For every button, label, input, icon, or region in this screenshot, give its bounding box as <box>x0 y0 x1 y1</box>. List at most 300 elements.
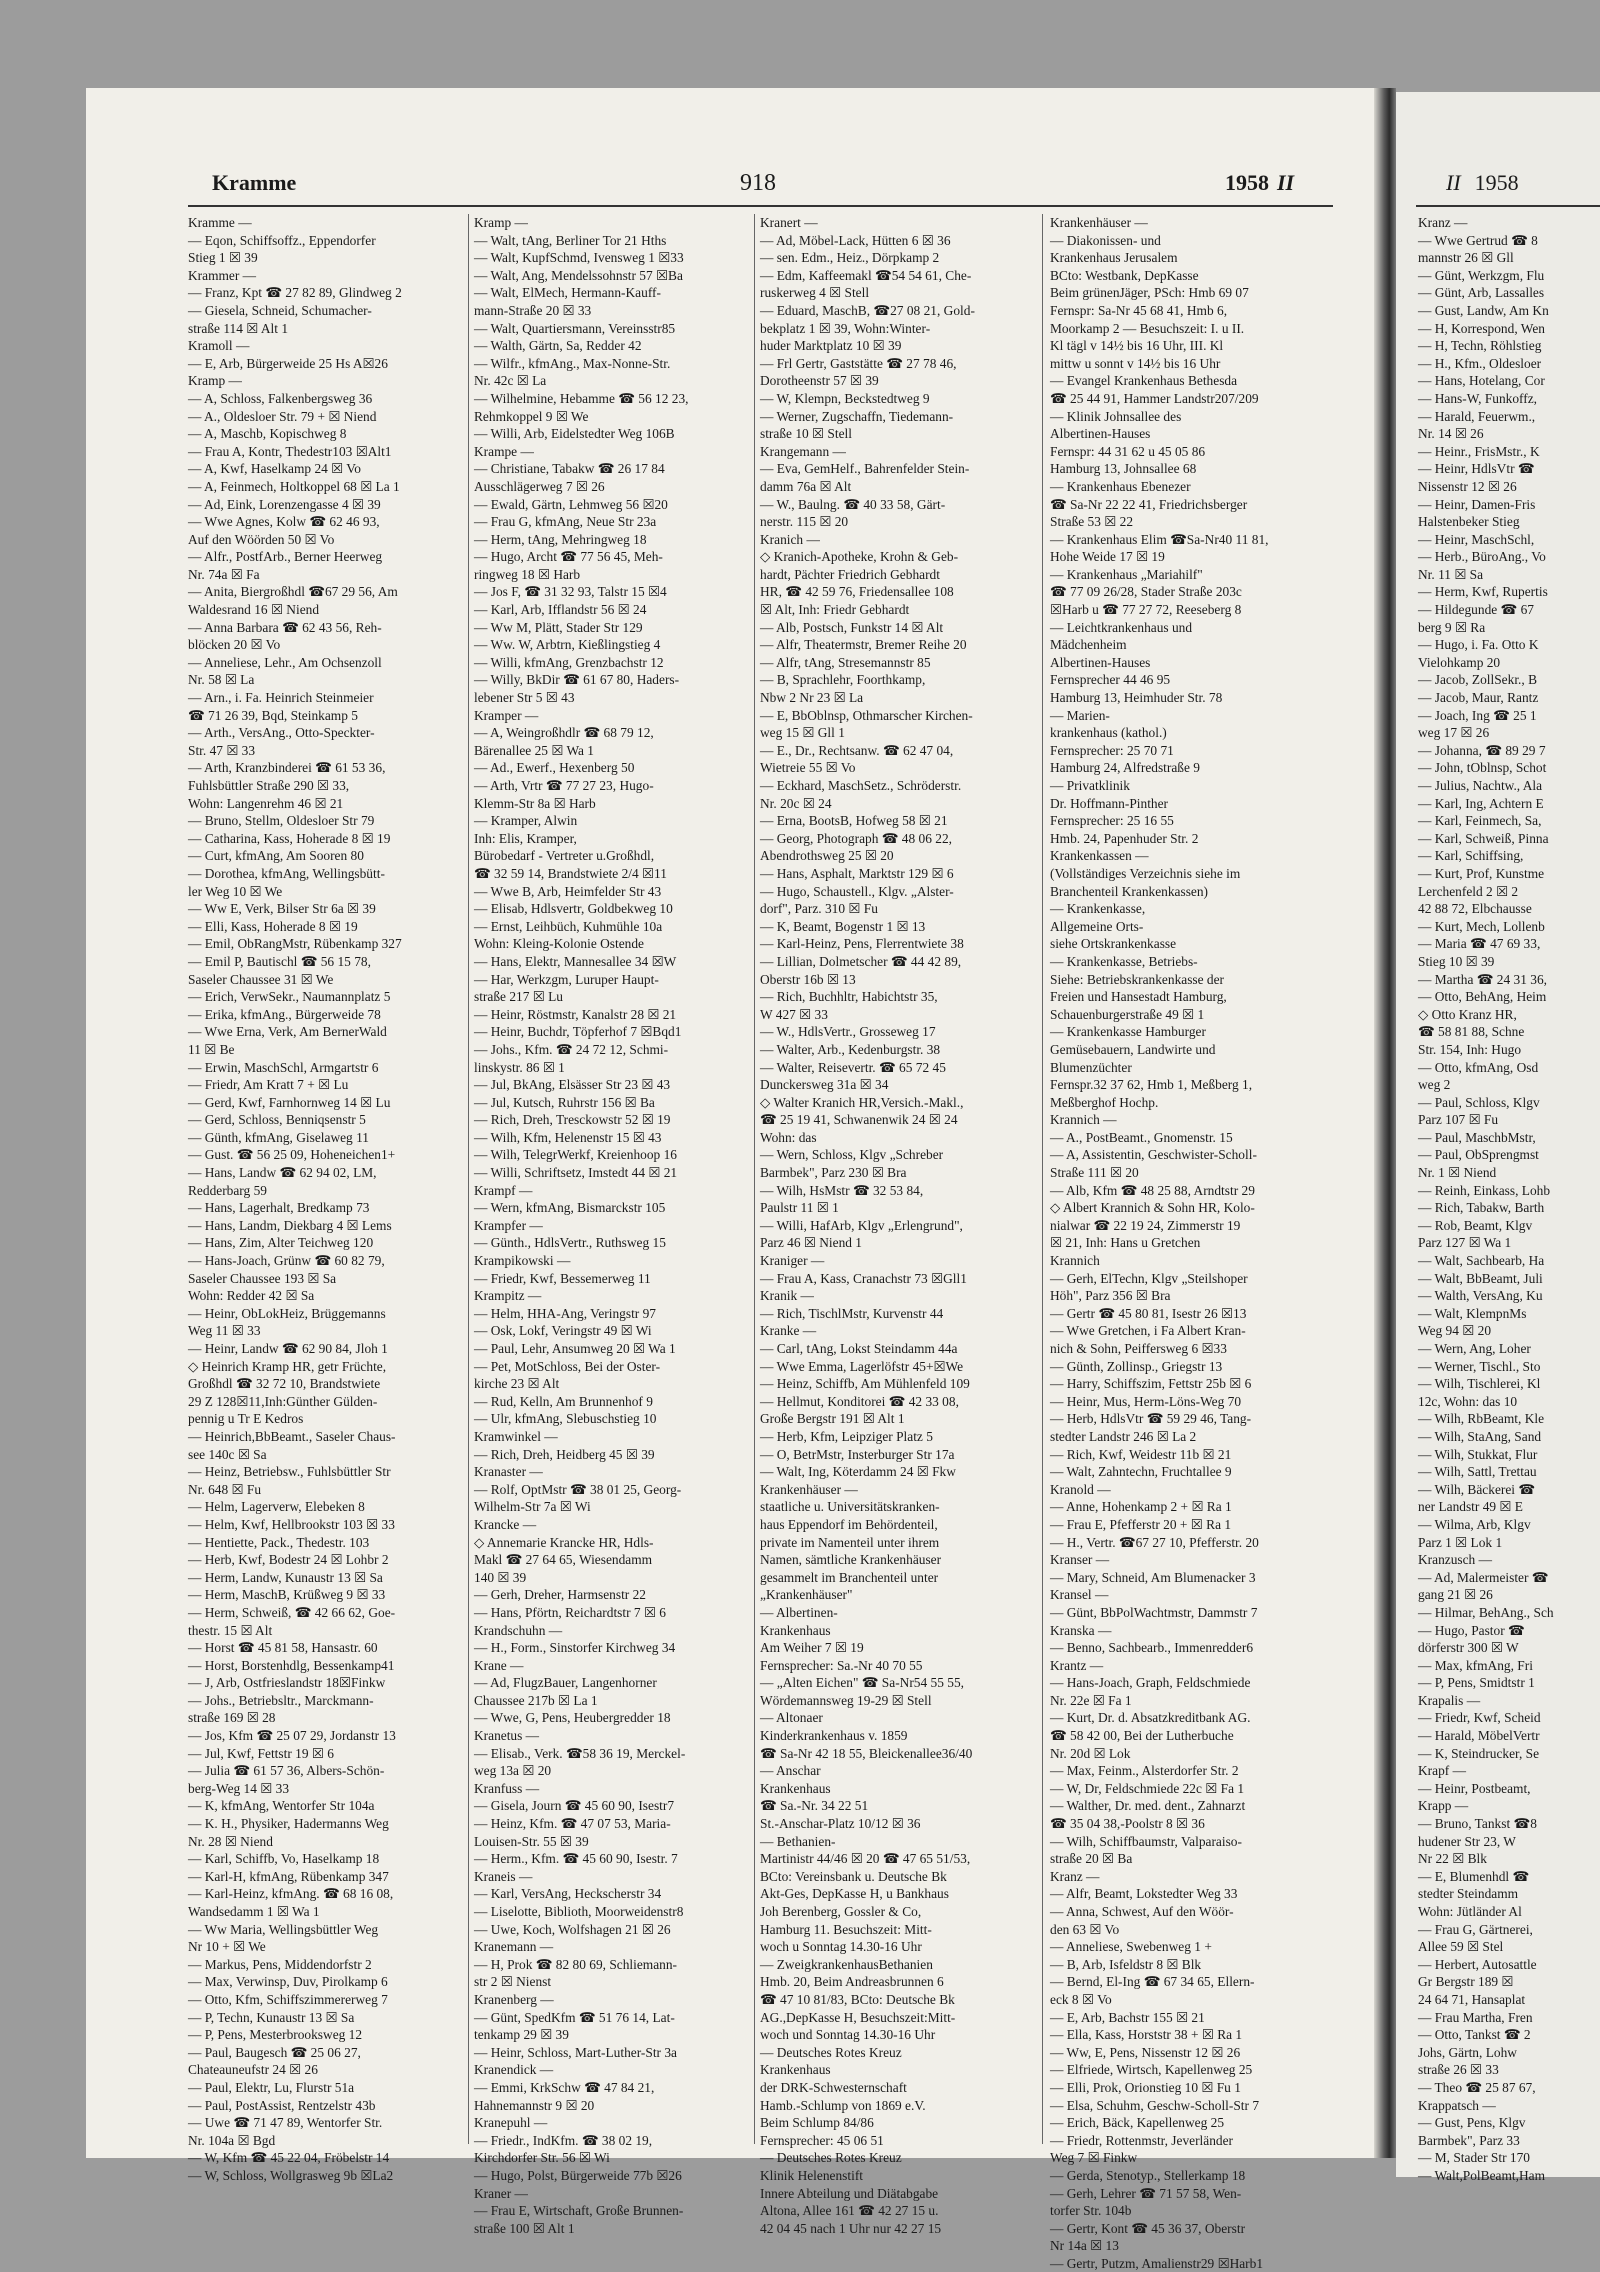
directory-entry-line: — Anna Barbara ☎ 62 43 56, Reh- <box>188 619 382 635</box>
directory-entry-line: Fernsprecher: 25 16 55 <box>1050 813 1174 829</box>
directory-entry-line: ◇ Walter Kranich HR,Versich.-Makl., <box>760 1094 964 1110</box>
directory-entry-line: — E, Arb, Bachstr 155 ☒ 21 <box>1050 2009 1205 2025</box>
directory-entry-line: — ZweigkrankenhausBethanien <box>760 1956 933 1972</box>
next-page-entry-line: — Wern, Ang, Loher <box>1418 1341 1531 1356</box>
directory-entry-line: ◇ Albert Krannich & Sohn HR, Kolo- <box>1050 1200 1255 1216</box>
directory-entry-line: — Frau A, Kass, Cranachstr 73 ☒Gll1 <box>760 1270 967 1286</box>
directory-entry-line: Kraner — <box>474 2185 528 2201</box>
next-page-entry-line: Halstenbeker Stieg <box>1418 514 1520 530</box>
next-page-entry-line: — Hugo, Pastor ☎ <box>1418 1622 1525 1638</box>
next-page-header-rule <box>1416 205 1600 207</box>
directory-entry-line: Kramme — <box>188 215 252 230</box>
directory-entry-line: Kranz — <box>1050 1868 1100 1884</box>
directory-entry-line: — Walt, Zahntechn, Fruchtallee 9 <box>1050 1464 1232 1480</box>
directory-entry-line: — Helm, Kwf, Hellbrookstr 103 ☒ 33 <box>188 1516 395 1532</box>
directory-entry-line: — Heinr, Buchdr, Töpferhof 7 ☒Bqd1 <box>474 1024 682 1040</box>
directory-entry-line: — Arth, Vrtr ☎ 77 27 23, Hugo- <box>474 778 654 793</box>
directory-entry-line: hardt, Pächter Friedrich Gebhardt <box>760 566 940 582</box>
directory-entry-line: dorf", Parz. 310 ☒ Fu <box>760 901 878 917</box>
directory-entry-line: Wördemannsweg 19-29 ☒ Stell <box>760 1692 932 1708</box>
next-page-strip <box>1396 92 1600 2183</box>
directory-entry-line: — Altonaer <box>760 1710 823 1726</box>
directory-entry-line: Martinistr 44/46 ☒ 20 ☎ 47 65 51/53, <box>760 1851 971 1867</box>
directory-entry-line: Am Weiher 7 ☒ 19 <box>760 1640 864 1656</box>
next-page-entry-line: — Frau G, Gärtnerei, <box>1418 1921 1533 1937</box>
directory-entry-line: — Hans, Landm, Diekbarg 4 ☒ Lems <box>188 1217 392 1233</box>
directory-entry-line: Louisen-Str. 55 ☒ 39 <box>474 1833 589 1849</box>
directory-entry-line: — Hans, Pförtn, Reichardtstr 7 ☒ 6 <box>474 1604 667 1620</box>
directory-entry-line: — Krankenkasse Hamburger <box>1050 1024 1206 1040</box>
directory-entry-line: — Uwe, Koch, Wolfshagen 21 ☒ 26 <box>474 1921 671 1937</box>
directory-entry-line: — Frau E, Pfefferstr 20 + ☒ Ra 1 <box>1050 1516 1232 1532</box>
next-page-entry-line: — Kurt, Prof, Kunstme <box>1418 865 1545 881</box>
directory-entry-line: — Bruno, Stellm, Oldesloer Str 79 <box>188 813 375 829</box>
directory-entry-line: Nr 14a ☒ 13 <box>1050 2238 1119 2254</box>
directory-entry-line: — Hentiette, Pack., Thedestr. 103 <box>188 1534 370 1550</box>
directory-entry-line: — Ad, Möbel-Lack, Hütten 6 ☒ 36 <box>760 232 951 248</box>
directory-entry-line: Chateauneufstr 24 ☒ 26 <box>188 2062 318 2078</box>
next-page-entry-line: Nr. 11 ☒ Sa <box>1418 566 1484 582</box>
directory-entry-line: ☎ 25 44 91, Hammer Landstr207/209 <box>1050 390 1259 406</box>
directory-entry-line: nialwar ☎ 22 19 24, Zimmerstr 19 <box>1050 1217 1241 1233</box>
directory-entry-line: — Ww Maria, Wellingsbüttler Weg <box>188 1921 379 1937</box>
directory-entry-line: Krankenhaus Jerusalem <box>1050 250 1178 266</box>
directory-entry-line: — Julia ☎ 61 57 36, Albers-Schön- <box>188 1763 385 1779</box>
directory-entry-line: Nr. 20c ☒ 24 <box>760 795 832 811</box>
directory-entry-line: — Eqon, Schiffsoffz., Eppendorfer <box>188 232 376 248</box>
next-page-entry-line: — Frau Martha, Fren <box>1418 2009 1533 2025</box>
next-page-entry-line: — Julius, Nachtw., Ala <box>1418 778 1543 793</box>
directory-entry-line: — Erna, BootsB, Hofweg 58 ☒ 21 <box>760 813 948 829</box>
directory-entry-line: staatliche u. Universitätskranken- <box>760 1499 940 1515</box>
directory-entry-line: — Karl, VersAng, Heckscherstr 34 <box>474 1886 662 1902</box>
directory-entry-line: — Alfr., PostfArb., Berner Heerweg <box>188 549 383 565</box>
directory-entry-line: — Gertr, Putzm, Amalienstr29 ☒Harb1 <box>1050 2255 1264 2271</box>
directory-entry-line: — Max, Verwinsp, Duv, Pirolkamp 6 <box>188 1974 388 1990</box>
next-page-entry-line: — Karl, Feinmech, Sa, <box>1418 813 1542 829</box>
directory-entry-line: — Walt, Ing, Köterdamm 24 ☒ Fkw <box>760 1464 956 1480</box>
directory-entry-line: — Arth., VersAng., Otto-Speckter- <box>188 725 375 741</box>
directory-entry-line: — Hans, Asphalt, Marktstr 129 ☒ 6 <box>760 865 954 881</box>
directory-entry-line: — Edm, Kaffeemakl ☎54 54 61, Che- <box>760 267 972 283</box>
directory-entry-line: — Hugo, Polst, Bürgerweide 77b ☒26 <box>474 2167 682 2183</box>
directory-entry-line: — E, BbOblnsp, Othmarscher Kirchen- <box>760 707 973 723</box>
next-page-entry-line: Parz 107 ☒ Fu <box>1418 1112 1499 1128</box>
directory-entry-line: Nbw 2 Nr 23 ☒ La <box>760 690 864 706</box>
next-page-entry-line: — Karl, Schiffsing, <box>1418 848 1524 864</box>
directory-entry-line: tenkamp 29 ☒ 39 <box>474 2027 569 2043</box>
directory-entry-line: Hamburg 13, Heimhuder Str. 78 <box>1050 690 1223 706</box>
next-page-entry-line: — Wilma, Arb, Klgv <box>1418 1516 1531 1532</box>
directory-entry-line: — K. H., Physiker, Hadermanns Weg <box>188 1816 389 1832</box>
directory-entry-line: BCto: Vereinsbank u. Deutsche Bk <box>760 1868 947 1884</box>
directory-entry-line: Kranke — <box>760 1323 817 1339</box>
next-page-entry-line: — Walt, BbBeamt, Juli <box>1418 1270 1543 1286</box>
column-3 <box>760 214 1025 2236</box>
directory-entry-line: Joh Berenberg, Gossler & Co, <box>760 1904 922 1919</box>
directory-entry-line: Kranendick — <box>474 2062 554 2078</box>
next-page-entry-line: — Harald, MöbelVertr <box>1418 1728 1540 1744</box>
directory-entry-line: nerstr. 115 ☒ 20 <box>760 514 849 530</box>
directory-entry-line: Krantz — <box>1050 1657 1104 1673</box>
directory-entry-line: Nr. 74a ☒ Fa <box>188 566 260 582</box>
directory-entry-line: — Anna, Schwest, Auf den Wöör- <box>1050 1904 1234 1919</box>
next-page-volume: II <box>1446 170 1461 195</box>
directory-entry-line: — Herm., Kfm. ☎ 45 60 90, Isestr. 7 <box>474 1851 678 1867</box>
directory-entry-line: — Rich, Dreh, Tresckowstr 52 ☒ 19 <box>474 1112 671 1128</box>
directory-entry-line: ☎ 77 09 26/28, Stader Straße 203c <box>1050 584 1242 600</box>
directory-entry-line: Kranenberg — <box>474 1991 554 2007</box>
directory-entry-line: — Elfriede, Wirtsch, Kapellenweg 25 <box>1050 2062 1253 2078</box>
directory-entry-line: ☎ 71 26 39, Bqd, Steinkamp 5 <box>188 707 358 723</box>
next-page-entry-line: — Wilh, StaAng, Sand <box>1418 1428 1542 1444</box>
directory-entry-line: Straße 111 ☒ 20 <box>1050 1165 1139 1181</box>
directory-entry-line: woch u Sonntag 14.30-16 Uhr <box>760 1939 922 1955</box>
next-page-entry-line: — Jacob, ZollSekr., B <box>1418 672 1538 688</box>
next-page-entry-line: — K, Steindrucker, Se <box>1418 1745 1540 1761</box>
directory-entry-line: ☎ Sa.-Nr. 34 22 51 <box>760 1798 869 1814</box>
directory-entry-line: — Ewald, Gärtn, Lehmweg 56 ☒20 <box>474 496 668 512</box>
directory-entry-line: — Krankenkasse, <box>1050 901 1146 917</box>
directory-entry-line: — Hans, Elektr, Mannesallee 34 ☒W <box>474 953 677 969</box>
directory-entry-line: — Anneliese, Swebenweg 1 + <box>1050 1939 1212 1955</box>
next-page-entry-line: — Herbert, Autosattle <box>1418 1956 1537 1972</box>
directory-entry-line: — Gertr, Kont ☎ 45 36 37, Oberstr <box>1050 2220 1246 2236</box>
directory-entry-line: Allgemeine Orts- <box>1050 918 1144 934</box>
directory-entry-line: Krampitz — <box>474 1288 542 1304</box>
directory-entry-line: ◇ Annemarie Krancke HR, Hdls- <box>474 1534 654 1550</box>
next-page-entry-line: — Wilh, Sattl, Trettau <box>1418 1464 1537 1480</box>
directory-entry-line: Fernspr.32 37 62, Hmb 1, Meßberg 1, <box>1050 1077 1253 1093</box>
next-page-entry-line: — Walth, VersAng, Ku <box>1418 1288 1543 1304</box>
next-page-entry-line: — Heinr, MaschSchl, <box>1418 531 1535 547</box>
directory-entry-line: — Eduard, MaschB, ☎27 08 21, Gold- <box>760 302 975 318</box>
directory-entry-line: straße 100 ☒ Alt 1 <box>474 2220 575 2236</box>
directory-entry-line: — Uwe ☎ 71 47 89, Wentorfer Str. <box>188 2115 383 2131</box>
header-rule <box>188 205 1333 207</box>
directory-entry-line: Krane — <box>474 1657 524 1673</box>
directory-entry-line: Wilhelm-Str 7a ☒ Wi <box>474 1499 591 1515</box>
column-divider <box>468 214 469 2144</box>
directory-entry-line: — Heinr, Landw ☎ 62 90 84, Jloh 1 <box>188 1341 388 1356</box>
next-page-entry-line: Lerchenfeld 2 ☒ 2 <box>1418 883 1519 899</box>
directory-entry-line: Hamburg 11. Besuchszeit: Mitt- <box>760 1921 932 1937</box>
directory-entry-line: — Karl, Schiffb, Vo, Haselkamp 18 <box>188 1851 380 1867</box>
directory-entry-line: Hamburg 24, Alfredstraße 9 <box>1050 760 1200 776</box>
directory-entry-line: „Krankenhäuser" <box>760 1587 853 1603</box>
directory-entry-line: — Rud, Kelln, Am Brunnenhof 9 <box>474 1393 653 1409</box>
directory-entry-line: — Paul, Elektr, Lu, Flurstr 51a <box>188 2079 355 2095</box>
directory-entry-line: Wohn: Kleing-Kolonie Ostende <box>474 936 644 952</box>
directory-entry-line: — Liselotte, Biblioth, Moorweidenstr8 <box>474 1904 684 1919</box>
directory-entry-line: Großhdl ☎ 32 72 10, Brandstwiete <box>188 1376 381 1392</box>
next-page-entry-line: hudener Str 23, W <box>1418 1833 1516 1849</box>
next-page-entry-line: Krapalis — <box>1418 1692 1481 1708</box>
directory-entry-line: Stieg 1 ☒ 39 <box>188 250 258 266</box>
directory-entry-line: ringweg 18 ☒ Harb <box>474 566 581 582</box>
directory-entry-line: Fernsprecher 44 46 95 <box>1050 672 1171 688</box>
directory-entry-line: ◇ Heinrich Kramp HR, getr Früchte, <box>188 1358 387 1374</box>
directory-entry-line: Kramper — <box>474 707 539 723</box>
directory-entry-line: — Herb, HdlsVtr ☎ 59 29 46, Tang- <box>1050 1411 1252 1427</box>
directory-entry-line: — Erich, Bäck, Kapellenweg 25 <box>1050 2115 1225 2131</box>
directory-entry-line: Nr. 58 ☒ La <box>188 672 255 688</box>
directory-entry-line: — Wern, kfmAng, Bismarckstr 105 <box>474 1200 666 1216</box>
next-page-entry-line: — Ad, Malermeister ☎ <box>1418 1569 1549 1585</box>
directory-entry-line: Krangemann — <box>760 443 846 459</box>
directory-entry-line: Krankenhaus <box>760 1780 831 1796</box>
next-page-entry-line: 42 88 72, Elbchausse <box>1418 901 1532 917</box>
directory-entry-line: Innere Abteilung und Diätabgabe <box>760 2185 939 2201</box>
directory-entry-line: — Har, Werkzgm, Luruper Haupt- <box>474 971 659 987</box>
directory-entry-line: — W, Kfm ☎ 45 22 04, Fröbelstr 14 <box>188 2150 390 2166</box>
next-page-entry-line: straße 26 ☒ 33 <box>1418 2062 1499 2078</box>
directory-entry-line: Dunckersweg 31a ☒ 34 <box>760 1077 889 1093</box>
directory-entry-line: Kramp — <box>188 373 242 389</box>
directory-entry-line: — Ella, Kass, Horststr 38 + ☒ Ra 1 <box>1050 2027 1243 2043</box>
directory-entry-line: — Horst ☎ 45 81 58, Hansastr. 60 <box>188 1640 378 1656</box>
directory-entry-line: Albertinen-Hauses <box>1050 654 1151 670</box>
directory-entry-line: — Alfr, Theatermstr, Bremer Reihe 20 <box>760 637 967 653</box>
directory-entry-line: Auf den Wöörden 50 ☒ Vo <box>188 531 335 547</box>
directory-entry-line: 140 ☒ 39 <box>474 1569 527 1585</box>
directory-entry-line: ☎ Sa-Nr 42 18 55, Bleickenallee36/40 <box>760 1745 973 1761</box>
directory-entry-line: — Willi, Schriftsetz, Imstedt 44 ☒ 21 <box>474 1165 678 1181</box>
directory-entry-line: — P, Techn, Kunaustr 13 ☒ Sa <box>188 2009 355 2025</box>
directory-entry-line: der DRK-Schwesternschaft <box>760 2079 907 2095</box>
directory-entry-line: — Wwe Erna, Verk, Am BernerWald <box>188 1024 387 1040</box>
directory-entry-line: Chaussee 217b ☒ La 1 <box>474 1692 598 1708</box>
next-page-entry-line: gang 21 ☒ 26 <box>1418 1587 1493 1603</box>
directory-entry-line: — Karl, Arb, Ifflandstr 56 ☒ 24 <box>474 602 647 618</box>
directory-entry-line: Höh", Parz 356 ☒ Bra <box>1050 1288 1171 1304</box>
next-page-entry-line: Barmbek", Parz 33 <box>1418 2132 1520 2148</box>
next-page-entry-line: Krapf — <box>1418 1763 1466 1779</box>
next-page-entry-line: ◇ Otto Kranz HR, <box>1418 1006 1517 1022</box>
directory-entry-line: Altona, Allee 161 ☎ 42 27 15 u. <box>760 2203 939 2219</box>
directory-entry-line: — Krankenhaus „Mariahilf" <box>1050 566 1203 582</box>
directory-entry-line: straße 217 ☒ Lu <box>474 989 563 1005</box>
directory-entry-line: — Gerh, Lehrer ☎ 71 57 58, Wen- <box>1050 2185 1242 2201</box>
directory-entry-line: — Anschar <box>760 1763 821 1779</box>
directory-entry-line: — Gerda, Stenotyp., Stellerkamp 18 <box>1050 2167 1246 2183</box>
directory-entry-line: ☎ 25 19 41, Schwanenwik 24 ☒ 24 <box>760 1112 958 1128</box>
next-page-entry-line: ner Landstr 49 ☒ E <box>1418 1499 1523 1515</box>
directory-entry-line: — A., Oldesloer Str. 79 + ☒ Niend <box>188 408 377 424</box>
directory-entry-line: Redderbarg 59 <box>188 1182 267 1198</box>
directory-entry-line: — Friedr, Rottenmstr, Jeverländer <box>1050 2132 1234 2148</box>
directory-entry-line: see 140c ☒ Sa <box>188 1446 267 1462</box>
directory-entry-line: — Eva, GemHelf., Bahrenfelder Stein- <box>760 461 970 477</box>
directory-entry-line: — Frau A, Kontr, Thedestr103 ☒Alt1 <box>188 443 392 459</box>
directory-entry-line: Krannich — <box>1050 1112 1117 1128</box>
next-page-entry-line: — Hugo, i. Fa. Otto K <box>1418 637 1539 653</box>
directory-entry-line: — H., Vertr. ☎67 27 10, Pfefferstr. 20 <box>1050 1534 1259 1550</box>
directory-entry-line: — Herb, Kwf, Bodestr 24 ☒ Lohbr 2 <box>188 1552 389 1568</box>
directory-entry-line: — Elli, Prok, Orionstieg 10 ☒ Fu 1 <box>1050 2079 1241 2095</box>
directory-entry-line: — Herm, Schweiß, ☎ 42 66 62, Goe- <box>188 1604 396 1620</box>
directory-entry-line: Fernsprecher: 25 70 71 <box>1050 742 1174 758</box>
next-page-entry-line: Stieg 10 ☒ 39 <box>1418 953 1495 969</box>
directory-entry-line: — K, kfmAng, Wentorfer Str 104a <box>188 1798 375 1814</box>
directory-entry-line: — Walter, Reisevertr. ☎ 65 72 45 <box>760 1059 946 1075</box>
directory-entry-line: — Georg, Photograph ☎ 48 06 22, <box>760 830 952 846</box>
directory-entry-line: — Willi, Arb, Eidelstedter Weg 106B <box>474 426 675 442</box>
directory-entry-line: — Dorothea, kfmAng, Wellingsbütt- <box>188 865 385 881</box>
next-page-entry-line: ☎ 58 81 88, Schne <box>1418 1024 1525 1040</box>
next-page-entry-line: — Martha ☎ 24 31 36, <box>1418 971 1547 987</box>
directory-entry-line: — Walt, tAng, Berliner Tor 21 Hths <box>474 232 667 248</box>
directory-entry-line: Krankenkassen — <box>1050 848 1149 864</box>
directory-entry-line: — E, Arb, Bürgerweide 25 Hs A☒26 <box>188 355 388 371</box>
next-page-entry-line: Johs, Gärtn, Lohw <box>1418 2044 1517 2060</box>
directory-entry-line: — E., Dr., Rechtsanw. ☎ 62 47 04, <box>760 742 954 758</box>
directory-entry-line: straße 114 ☒ Alt 1 <box>188 320 289 336</box>
directory-entry-line: ler Weg 10 ☒ We <box>188 883 283 899</box>
directory-entry-line: Beim Schlump 84/86 <box>760 2115 874 2131</box>
directory-entry-line: — Erwin, MaschSchl, Armgartstr 6 <box>188 1059 379 1075</box>
next-page-entry-line: — Herm, Kwf, Rupertis <box>1418 584 1548 600</box>
directory-entry-line: — Christiane, Tabakw ☎ 26 17 84 <box>474 461 665 477</box>
directory-entry-line: — Herm, tAng, Mehringweg 18 <box>474 531 647 547</box>
directory-entry-line: — A, Schloss, Falkenbergsweg 36 <box>188 390 373 406</box>
directory-entry-line: stedter Landstr 246 ☒ La 2 <box>1050 1428 1197 1444</box>
directory-entry-line: — Hans-Joach, Grünw ☎ 60 82 79, <box>188 1253 385 1269</box>
directory-entry-line: — A, Maschb, Kopischweg 8 <box>188 426 347 442</box>
directory-entry-line: Nr. 648 ☒ Fu <box>188 1481 262 1497</box>
directory-entry-line: — Erika, kfmAng., Bürgerweide 78 <box>188 1006 381 1022</box>
directory-entry-line: — Heinrich,BbBeamt., Saseler Chaus- <box>188 1428 396 1444</box>
directory-entry-line: — W, Dr, Feldschmiede 22c ☒ Fa 1 <box>1050 1780 1245 1796</box>
next-page-entry-line: — Karl, Ing, Achtern E <box>1418 795 1544 811</box>
next-page-entry-line: — Heinr, HdlsVtr ☎ <box>1418 461 1535 477</box>
next-page-entry-line: — Hans-W, Funkoffz, <box>1418 390 1538 406</box>
directory-entry-line: — Elisab., Verk. ☎58 36 19, Merckel- <box>474 1745 686 1761</box>
directory-entry-line: — Ww, E, Pens, Nissenstr 12 ☒ 26 <box>1050 2044 1241 2060</box>
directory-entry-line: — W., HdlsVertr., Grosseweg 17 <box>760 1024 936 1040</box>
next-page-entry-line: — Bruno, Tankst ☎8 <box>1418 1816 1537 1832</box>
directory-entry-line: berg-Weg 14 ☒ 33 <box>188 1780 290 1796</box>
directory-entry-line: Krankenhaus <box>760 2062 831 2078</box>
directory-entry-line: — Gerh, Dreher, Harmsenstr 22 <box>474 1587 646 1603</box>
directory-entry-line: — Heinz, Schiffb, Am Mühlenfeld 109 <box>760 1376 970 1392</box>
directory-entry-line: — Wilh, Schiffbaumstr, Valparaiso- <box>1050 1833 1242 1849</box>
directory-entry-line: Hamburg 13, Johnsallee 68 <box>1050 461 1197 477</box>
next-page-entry-line: — Otto, kfmAng, Osd <box>1418 1059 1539 1075</box>
directory-entry-line: Kranetus — <box>474 1728 540 1744</box>
directory-entry-line: Hmb. 24, Papenhuder Str. 2 <box>1050 830 1199 846</box>
directory-entry-line: pennig u Tr E Kedros <box>188 1411 304 1427</box>
directory-entry-line: — Arn., i. Fa. Heinrich Steinmeier <box>188 690 374 706</box>
directory-entry-line: — A, Kwf, Haselkamp 24 ☒ Vo <box>188 461 361 477</box>
directory-entry-line: — Ad, Eink, Lorenzengasse 4 ☒ 39 <box>188 496 381 512</box>
directory-entry-line: — A, Feinmech, Holtkoppel 68 ☒ La 1 <box>188 478 400 494</box>
directory-entry-line: — Mary, Schneid, Am Blumenacker 3 <box>1050 1569 1256 1585</box>
directory-entry-line: — Pet, MotSchloss, Bei der Oster- <box>474 1358 661 1374</box>
directory-entry-line: Nr 10 + ☒ We <box>188 1939 266 1955</box>
directory-entry-line: — Heinr, Mus, Herm-Löns-Weg 70 <box>1050 1393 1242 1409</box>
next-page-entry-line: dörferstr 300 ☒ W <box>1418 1640 1519 1656</box>
directory-entry-line: — Jul, Kwf, Fettstr 19 ☒ 6 <box>188 1745 334 1761</box>
directory-entry-line: — Marien- <box>1050 707 1110 723</box>
next-page-entry-line: — Günt, Werkzgm, Flu <box>1418 267 1545 283</box>
next-page-entry-line: Parz 127 ☒ Wa 1 <box>1418 1235 1512 1251</box>
directory-entry-line: HR, ☎ 42 59 76, Friedensallee 108 <box>760 584 954 600</box>
directory-entry-line: — Hans, Landw ☎ 62 94 02, LM, <box>188 1165 377 1181</box>
next-page-entry-line: — Jacob, Maur, Rantz <box>1418 690 1539 706</box>
directory-entry-line: — Emil, ObRangMstr, Rübenkamp 327 <box>188 936 402 952</box>
directory-entry-line: — Gust. ☎ 56 25 09, Hoheneichen1+ <box>188 1147 396 1163</box>
directory-entry-line: — Evangel Krankenhaus Bethesda <box>1050 373 1238 389</box>
directory-entry-line: — Heinr, ObLokHeiz, Brüggemanns <box>188 1305 386 1321</box>
next-page-entry-line: — Harald, Feuerwm., <box>1418 408 1536 424</box>
column-1 <box>188 214 453 2183</box>
directory-entry-line: — Jul, Kutsch, Ruhrstr 156 ☒ Ba <box>474 1094 655 1110</box>
directory-entry-line: Ausschlägerweg 7 ☒ 26 <box>474 478 605 494</box>
column-divider <box>754 214 755 2144</box>
directory-entry-line: — Elisab, Hdlsvertr, Goldbekweg 10 <box>474 901 673 917</box>
directory-entry-line: — Frau E, Wirtschaft, Große Brunnen- <box>474 2203 684 2219</box>
directory-entry-line: — Ww. W, Arbtrn, Kießlingstieg 4 <box>474 637 661 653</box>
directory-entry-line: — Hans, Zim, Alter Teichweg 120 <box>188 1235 374 1251</box>
next-page-entry-line: — Hildegunde ☎ 67 <box>1418 602 1534 618</box>
next-page-entry-line: — Wwe Gertrud ☎ 8 <box>1418 232 1538 248</box>
directory-entry-line: Nr. 28 ☒ Niend <box>188 1833 273 1849</box>
next-page-entry-line: — Rob, Beamt, Klgv <box>1418 1217 1533 1233</box>
directory-entry-line: Nr. 104a ☒ Bgd <box>188 2132 276 2148</box>
directory-entry-line: — Alb, Kfm ☎ 48 25 88, Arndtstr 29 <box>1050 1182 1255 1198</box>
next-page-entry-line: — Günt, Arb, Lassalles <box>1418 285 1545 301</box>
directory-entry-line: — Eckhard, MaschSetz., Schröderstr. <box>760 778 962 793</box>
next-page-entry-line: Str. 154, Inh: Hugo <box>1418 1041 1522 1057</box>
directory-entry-line: — Jos, Kfm ☎ 25 07 29, Jordanstr 13 <box>188 1728 396 1744</box>
directory-entry-line: — Lillian, Dolmetscher ☎ 44 42 89, <box>760 953 962 969</box>
next-page-entry-line: — E, Blumenhdl ☎ <box>1418 1868 1530 1884</box>
next-page-entry-line: Nr 22 ☒ Blk <box>1418 1851 1487 1867</box>
directory-entry-line: Krankenhaus <box>760 1622 831 1638</box>
next-page-entry-line: — Wilh, Tischlerei, Kl <box>1418 1376 1541 1392</box>
directory-entry-line: — Curt, kfmAng, Am Sooren 80 <box>188 848 364 864</box>
next-page-entry-line: — Maria ☎ 47 69 33, <box>1418 936 1541 952</box>
directory-entry-line: — Wwe Agnes, Kolw ☎ 62 46 93, <box>188 514 380 530</box>
directory-entry-line: Paulstr 11 ☒ 1 <box>760 1200 839 1216</box>
directory-entry-line: — Osk, Lokf, Veringstr 49 ☒ Wi <box>474 1323 652 1339</box>
directory-entry-line: weg 13a ☒ 20 <box>474 1763 552 1779</box>
next-page-entry-line: — Paul, ObSprengmst <box>1418 1147 1539 1163</box>
directory-entry-line: — Wilfr., kfmAng., Max-Nonne-Str. <box>474 355 671 371</box>
directory-entry-line: — Rich, TischlMstr, Kurvenstr 44 <box>760 1305 944 1321</box>
directory-entry-line: — Johs., Betriebsltr., Marckmann- <box>188 1692 374 1708</box>
directory-entry-line: Bürobedarf - Vertreter u.Großhdl, <box>474 848 655 864</box>
next-page-entry-line: — P, Pens, Smidtstr 1 <box>1418 1675 1535 1691</box>
directory-entry-line: Dr. Hoffmann-Pinther <box>1050 795 1169 811</box>
directory-entry-line: — Anne, Hohenkamp 2 + ☒ Ra 1 <box>1050 1499 1232 1515</box>
directory-entry-line: — Heinz, Betriebsw., Fuhlsbüttler Str <box>188 1464 391 1480</box>
running-head-year-volume <box>1225 170 1294 206</box>
page-number: 918 <box>740 170 776 196</box>
directory-entry-line: Schauenburgerstraße 49 ☒ 1 <box>1050 1006 1205 1022</box>
next-page-entry-line: Nissenstr 12 ☒ 26 <box>1418 478 1517 494</box>
directory-entry-line: — Walther, Dr. med. dent., Zahnarzt <box>1050 1798 1246 1814</box>
directory-entry-line: Dorotheenstr 57 ☒ 39 <box>760 373 879 389</box>
directory-entry-line: Oberstr 16b ☒ 13 <box>760 971 856 987</box>
directory-entry-line: — Jul, BkAng, Elsässer Str 23 ☒ 43 <box>474 1077 671 1093</box>
next-page-entry-line: — Walt,PolBeamt,Ham <box>1418 2167 1545 2183</box>
directory-entry-line: Kl tägl v 14½ bis 16 Uhr, III. Kl <box>1050 338 1224 354</box>
directory-entry-line: lebener Str 5 ☒ 43 <box>474 690 575 706</box>
directory-entry-line: — Willi, HafArb, Klgv „Erlengrund", <box>760 1217 963 1233</box>
directory-entry-line: Moorkamp 2 — Besuchszeit: I. u II. <box>1050 320 1245 336</box>
